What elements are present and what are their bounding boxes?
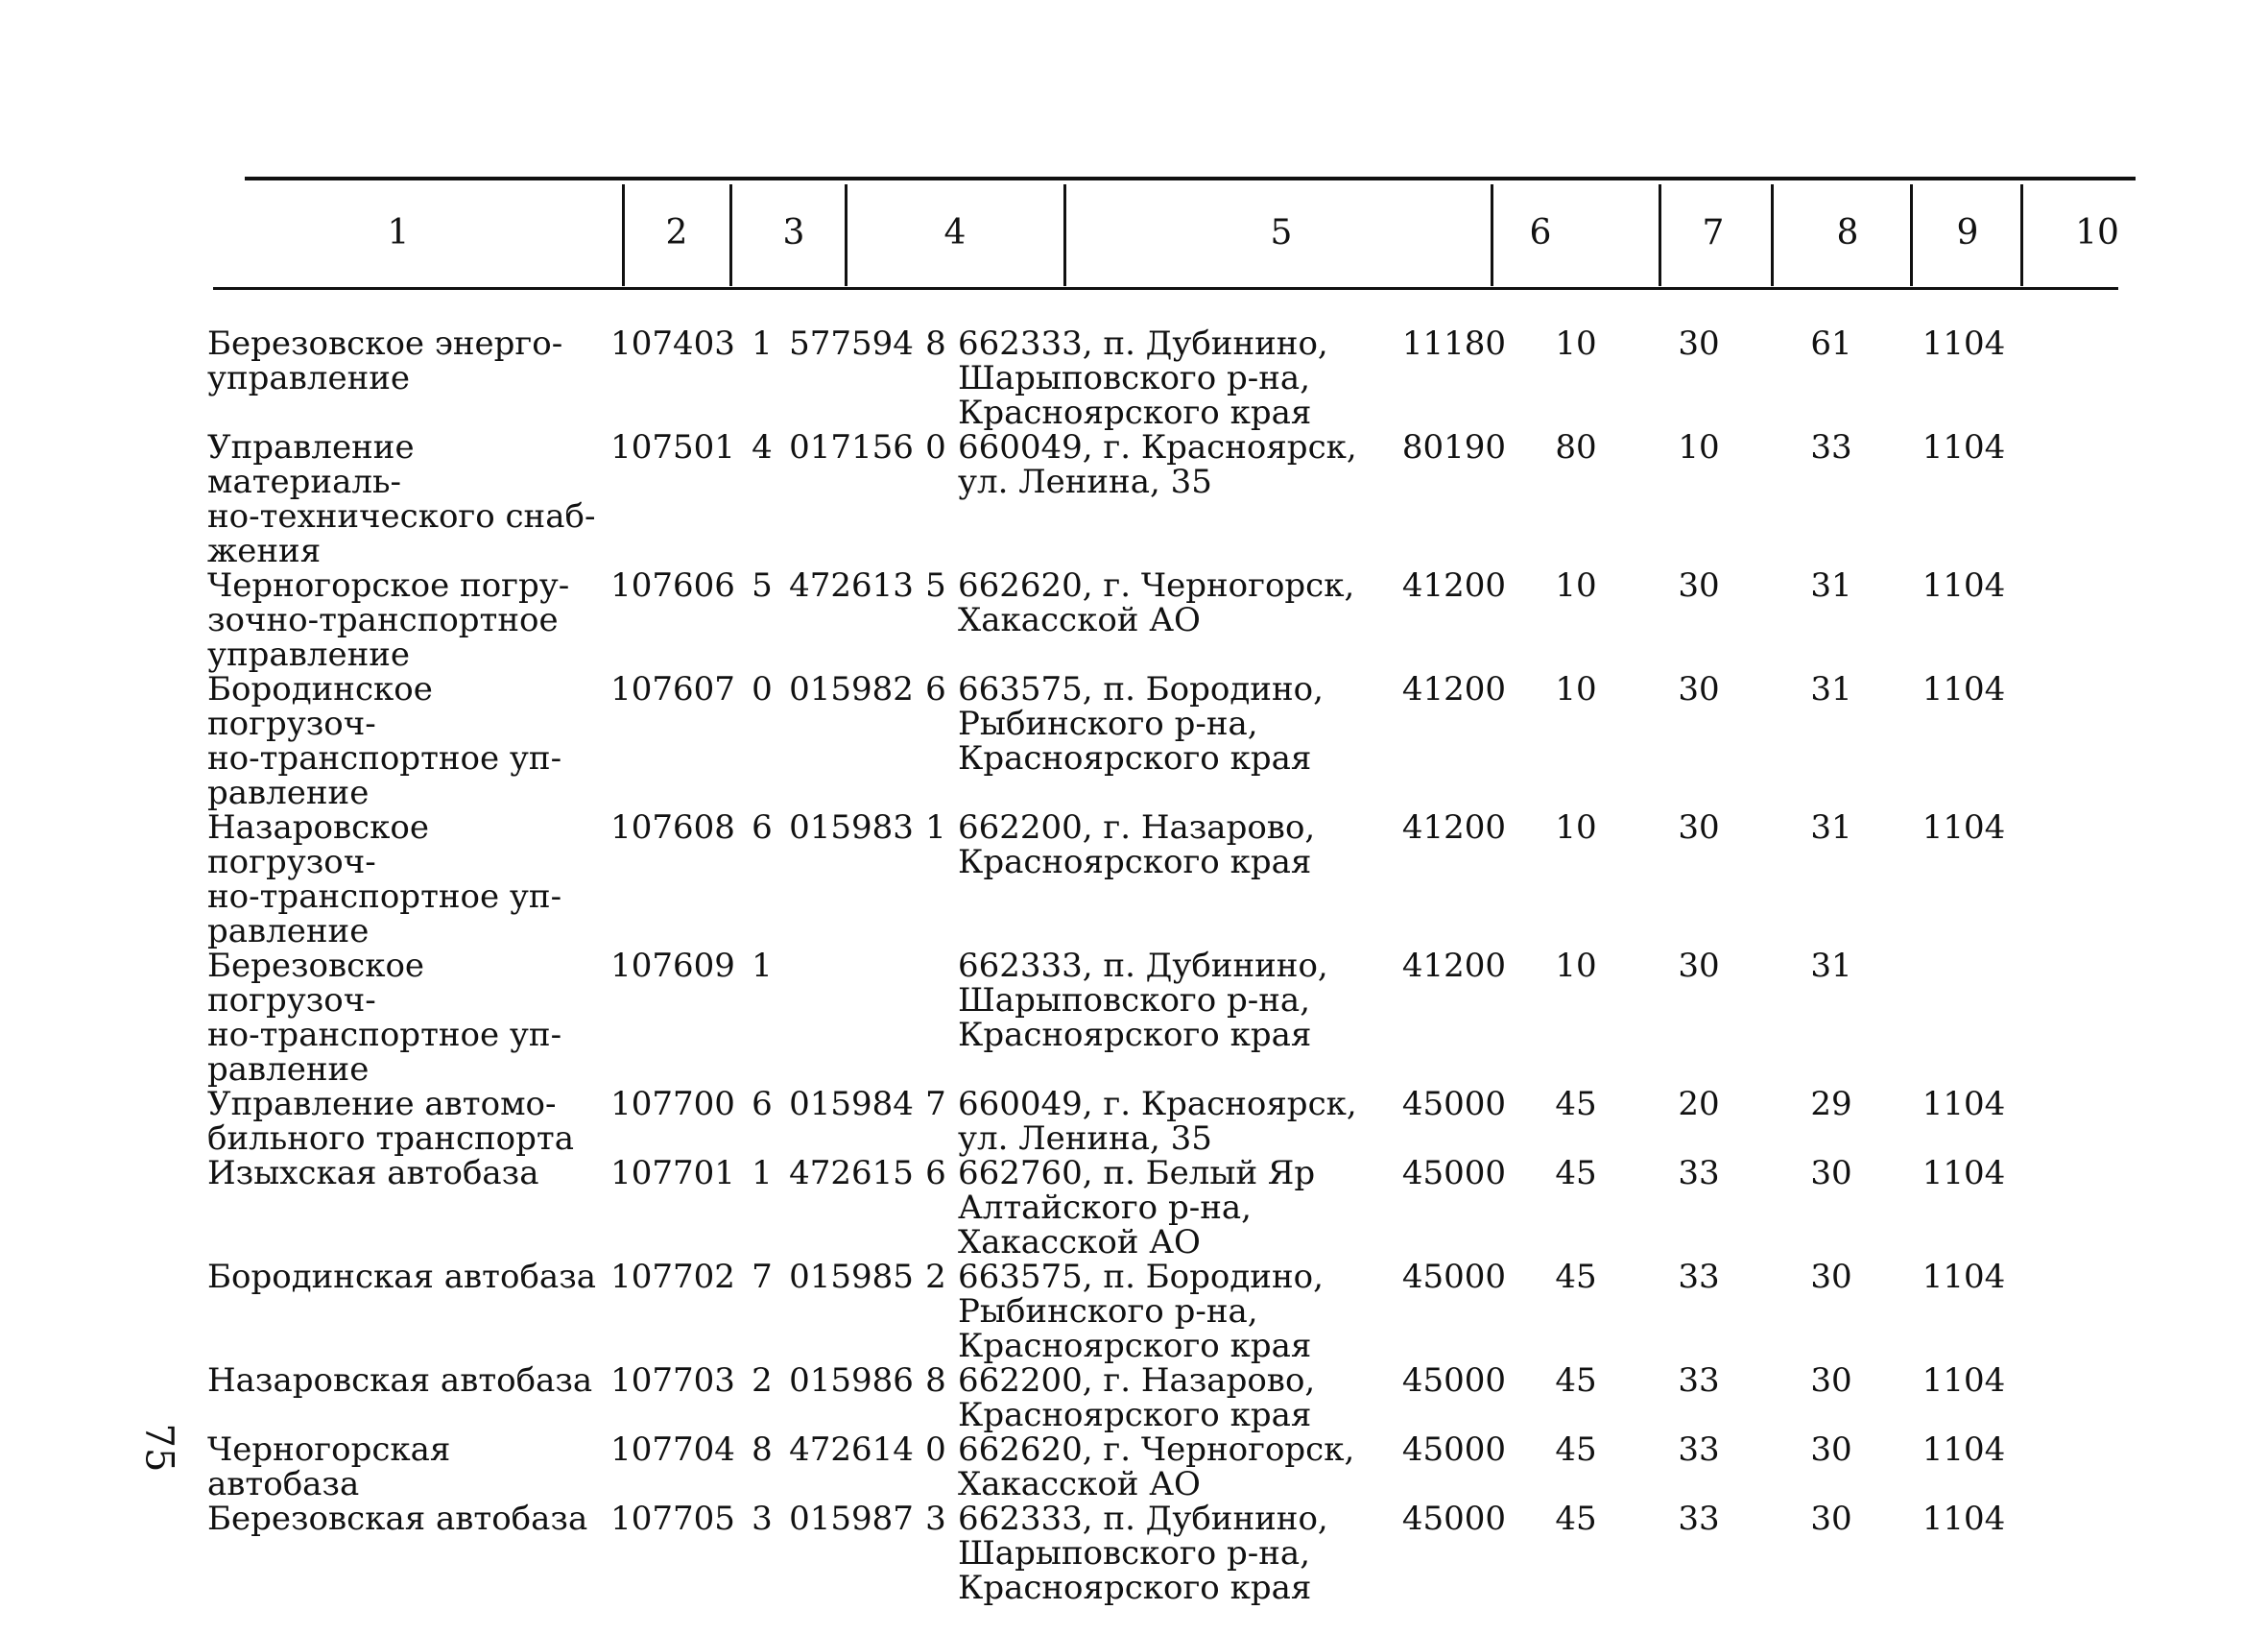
- value-col-9: 31: [1810, 566, 1852, 605]
- header-col-2: 2: [665, 213, 688, 252]
- address-line: ул. Ленина, 35: [958, 463, 1212, 501]
- address-line: Красноярского края: [958, 1016, 1312, 1054]
- code-col-4: [785, 949, 918, 1087]
- header-col-7: 7: [1702, 213, 1725, 252]
- address: [954, 568, 1384, 672]
- value-col-6: 45000: [1401, 1154, 1507, 1192]
- code-col-3: 3: [752, 1500, 773, 1538]
- top-rule: [245, 177, 2136, 180]
- code-col-2: 107501: [610, 428, 735, 467]
- address-line: Красноярского края: [958, 1327, 1312, 1365]
- address-line: 662200, г. Назарово,: [958, 808, 1316, 847]
- code-col-4: 015985: [789, 1258, 914, 1296]
- code-col-3: 1: [752, 947, 773, 985]
- table-row: [203, 1260, 2035, 1363]
- check-digit: 8: [925, 324, 946, 363]
- code-col-3: 1: [752, 1154, 773, 1192]
- address-line: Шарыповского р-на,: [958, 1534, 1311, 1573]
- column-divider: [729, 184, 732, 286]
- value-col-10: [1893, 949, 2035, 1087]
- code-col-4: 017156: [789, 428, 914, 467]
- organization-name: Березовская автобаза: [207, 1500, 588, 1538]
- table-row: [203, 1156, 2035, 1260]
- value-col-6: 41200: [1401, 670, 1507, 709]
- code-col-2: 107608: [610, 808, 735, 847]
- check-digit: 6: [925, 670, 946, 709]
- value-col-8: 33: [1678, 1258, 1720, 1296]
- code-col-2: 107403: [610, 324, 735, 363]
- value-col-8: 33: [1678, 1430, 1720, 1469]
- header-col-4: 4: [943, 213, 967, 252]
- address-line: Рыбинского р-на,: [958, 1292, 1258, 1331]
- address-line: 663575, п. Бородино,: [958, 670, 1324, 709]
- header-col-3: 3: [782, 213, 805, 252]
- header-col-6: 6: [1529, 213, 1552, 252]
- value-col-6: 45000: [1401, 1500, 1507, 1538]
- code-col-2: 107704: [610, 1430, 735, 1469]
- address-line: Шарыповского р-на,: [958, 981, 1311, 1020]
- value-col-9: 30: [1810, 1258, 1852, 1296]
- header-col-9: 9: [1956, 213, 1979, 252]
- value-col-7: 80: [1555, 428, 1597, 467]
- address-line: Шарыповского р-на,: [958, 359, 1311, 397]
- value-col-10: 1104: [1922, 670, 2006, 709]
- organization-name: Изыхская автобаза: [207, 1154, 539, 1192]
- value-col-7: 45: [1555, 1430, 1597, 1469]
- value-col-10: 1104: [1922, 428, 2006, 467]
- value-col-6: 45000: [1401, 1361, 1507, 1400]
- address-line: Красноярского края: [958, 739, 1312, 778]
- header-rule: [213, 287, 2118, 290]
- value-col-6: 45000: [1401, 1258, 1507, 1296]
- organization-name: Березовское погрузоч- но-транспортное уп- равление: [207, 947, 562, 1089]
- value-col-7: 10: [1555, 947, 1597, 985]
- address-line: 660049, г. Красноярск,: [958, 1085, 1357, 1123]
- header-col-10: 10: [2075, 213, 2119, 252]
- table-row: [203, 672, 2035, 810]
- code-col-2: 107607: [610, 670, 735, 709]
- check-digit: 8: [925, 1361, 946, 1400]
- table-row: [203, 810, 2035, 949]
- code-col-4: 472614: [789, 1430, 914, 1469]
- column-divider: [1063, 184, 1066, 286]
- header-col-5: 5: [1270, 213, 1293, 252]
- value-col-6: 45000: [1401, 1430, 1507, 1469]
- data-table: [203, 326, 2035, 1605]
- header-col-1: 1: [387, 213, 410, 252]
- address-line: 662333, п. Дубинино,: [958, 1500, 1328, 1538]
- code-col-4: 472613: [789, 566, 914, 605]
- address: [954, 1363, 1384, 1432]
- code-col-4: 015982: [789, 670, 914, 709]
- value-col-7: 10: [1555, 670, 1597, 709]
- value-col-9: 31: [1810, 808, 1852, 847]
- value-col-9: 33: [1810, 428, 1852, 467]
- value-col-7: 45: [1555, 1154, 1597, 1192]
- value-col-8: 30: [1678, 947, 1720, 985]
- table-row: [203, 1502, 2035, 1605]
- code-col-3: 0: [752, 670, 773, 709]
- address: [954, 1087, 1384, 1156]
- value-col-9: 30: [1810, 1500, 1852, 1538]
- organization-name: Управление автомо- бильного транспорта: [207, 1085, 574, 1158]
- page-number: 75: [136, 1423, 181, 1473]
- table-row: [203, 1363, 2035, 1432]
- table-row: [203, 326, 2035, 430]
- table-row: [203, 949, 2035, 1087]
- value-col-10: 1104: [1922, 566, 2006, 605]
- address: [954, 949, 1384, 1087]
- table-row: [203, 430, 2035, 568]
- address-line: 662333, п. Дубинино,: [958, 324, 1328, 363]
- value-col-8: 30: [1678, 324, 1720, 363]
- value-col-9: 30: [1810, 1154, 1852, 1192]
- address: [954, 1260, 1384, 1363]
- value-col-10: 1104: [1922, 808, 2006, 847]
- address: [954, 1156, 1384, 1260]
- value-col-6: 45000: [1401, 1085, 1507, 1123]
- column-divider: [1910, 184, 1913, 286]
- value-col-7: 45: [1555, 1361, 1597, 1400]
- column-divider: [845, 184, 848, 286]
- column-divider: [1771, 184, 1774, 286]
- check-digit: 3: [925, 1500, 946, 1538]
- address-line: Красноярского края: [958, 394, 1312, 432]
- value-col-10: 1104: [1922, 324, 2006, 363]
- value-col-10: 1104: [1922, 1258, 2006, 1296]
- address-line: Алтайского р-на,: [958, 1189, 1252, 1227]
- address-line: 662200, г. Назарово,: [958, 1361, 1316, 1400]
- address: [954, 430, 1384, 568]
- value-col-10: 1104: [1922, 1500, 2006, 1538]
- value-col-7: 45: [1555, 1085, 1597, 1123]
- table-row: [203, 568, 2035, 672]
- value-col-9: 29: [1810, 1085, 1852, 1123]
- code-col-3: 5: [752, 566, 773, 605]
- value-col-9: 31: [1810, 670, 1852, 709]
- code-col-3: 7: [752, 1258, 773, 1296]
- code-col-3: 2: [752, 1361, 773, 1400]
- value-col-7: 10: [1555, 324, 1597, 363]
- code-col-2: 107702: [610, 1258, 735, 1296]
- check-digit: 6: [925, 1154, 946, 1192]
- code-col-2: 107703: [610, 1361, 735, 1400]
- address-line: Красноярского края: [958, 843, 1312, 881]
- value-col-10: 1104: [1922, 1154, 2006, 1192]
- address-line: 662333, п. Дубинино,: [958, 947, 1328, 985]
- address: [954, 326, 1384, 430]
- code-col-3: 6: [752, 808, 773, 847]
- check-digit: 0: [925, 428, 946, 467]
- value-col-10: 1104: [1922, 1361, 2006, 1400]
- organization-name: Назаровская автобаза: [207, 1361, 593, 1400]
- header-col-8: 8: [1836, 213, 1859, 252]
- value-col-7: 10: [1555, 808, 1597, 847]
- address-line: 660049, г. Красноярск,: [958, 428, 1357, 467]
- value-col-6: 41200: [1401, 808, 1507, 847]
- value-col-8: 30: [1678, 670, 1720, 709]
- code-col-4: 015983: [789, 808, 914, 847]
- value-col-9: 31: [1810, 947, 1852, 985]
- address-line: Хакасской АО: [958, 1465, 1201, 1503]
- value-col-9: 30: [1810, 1430, 1852, 1469]
- value-col-7: 45: [1555, 1500, 1597, 1538]
- code-col-4: 015984: [789, 1085, 914, 1123]
- address-line: Красноярского края: [958, 1396, 1312, 1434]
- organization-name: Управление материаль- но-технического снаб- жения: [207, 428, 596, 570]
- value-col-8: 10: [1678, 428, 1720, 467]
- address: [954, 810, 1384, 949]
- check-digit: 7: [925, 1085, 946, 1123]
- value-col-6: 41200: [1401, 566, 1507, 605]
- value-col-10: 1104: [1922, 1430, 2006, 1469]
- address: [954, 1432, 1384, 1502]
- code-col-2: 107705: [610, 1500, 735, 1538]
- code-col-4: 015986: [789, 1361, 914, 1400]
- table-row: [203, 1432, 2035, 1502]
- check-digit: 2: [925, 1258, 946, 1296]
- value-col-8: 30: [1678, 566, 1720, 605]
- organization-name: Назаровское погрузоч- но-транспортное уп- равление: [207, 808, 562, 950]
- code-col-3: 4: [752, 428, 773, 467]
- organization-name: Черногорская автобаза: [207, 1430, 451, 1503]
- column-divider: [2020, 184, 2023, 286]
- column-divider: [1659, 184, 1661, 286]
- address-line: 662760, п. Белый Яр: [958, 1154, 1316, 1192]
- value-col-6: 80190: [1401, 428, 1507, 467]
- value-col-10: 1104: [1922, 1085, 2006, 1123]
- column-divider: [1491, 184, 1493, 286]
- address-line: Хакасской АО: [958, 601, 1201, 639]
- organization-name: Березовское энерго- управление: [207, 324, 563, 397]
- code-col-2: 107606: [610, 566, 735, 605]
- code-col-3: 8: [752, 1430, 773, 1469]
- check-digit: 0: [925, 1430, 946, 1469]
- code-col-2: 107609: [610, 947, 735, 985]
- check-digit: [918, 949, 954, 1087]
- address: [954, 1502, 1384, 1605]
- value-col-6: 11180: [1401, 324, 1507, 363]
- value-col-7: 45: [1555, 1258, 1597, 1296]
- value-col-9: 30: [1810, 1361, 1852, 1400]
- address-line: Хакасской АО: [958, 1223, 1201, 1262]
- check-digit: 1: [925, 808, 946, 847]
- value-col-7: 10: [1555, 566, 1597, 605]
- table-row: [203, 1087, 2035, 1156]
- check-digit: 5: [925, 566, 946, 605]
- value-col-8: 20: [1678, 1085, 1720, 1123]
- value-col-9: 61: [1810, 324, 1852, 363]
- address-line: Красноярского края: [958, 1569, 1312, 1607]
- address-line: 663575, п. Бородино,: [958, 1258, 1324, 1296]
- code-col-2: 107701: [610, 1154, 735, 1192]
- value-col-8: 30: [1678, 808, 1720, 847]
- address-line: ул. Ленина, 35: [958, 1119, 1212, 1158]
- address-line: Рыбинского р-на,: [958, 705, 1258, 743]
- address: [954, 672, 1384, 810]
- value-col-8: 33: [1678, 1154, 1720, 1192]
- code-col-3: 6: [752, 1085, 773, 1123]
- organization-name: Бородинская автобаза: [207, 1258, 597, 1296]
- code-col-3: 1: [752, 324, 773, 363]
- column-divider: [622, 184, 625, 286]
- value-col-8: 33: [1678, 1500, 1720, 1538]
- address-line: 662620, г. Черногорск,: [958, 1430, 1355, 1469]
- organization-name: Черногорское погру- зочно-транспортное управление: [207, 566, 570, 674]
- address-line: 662620, г. Черногорск,: [958, 566, 1355, 605]
- code-col-4: 577594: [789, 324, 914, 363]
- value-col-8: 33: [1678, 1361, 1720, 1400]
- value-col-6: 41200: [1401, 947, 1507, 985]
- organization-name: Бородинское погрузоч- но-транспортное уп- равление: [207, 670, 562, 812]
- code-col-4: 015987: [789, 1500, 914, 1538]
- code-col-4: 472615: [789, 1154, 914, 1192]
- code-col-2: 107700: [610, 1085, 735, 1123]
